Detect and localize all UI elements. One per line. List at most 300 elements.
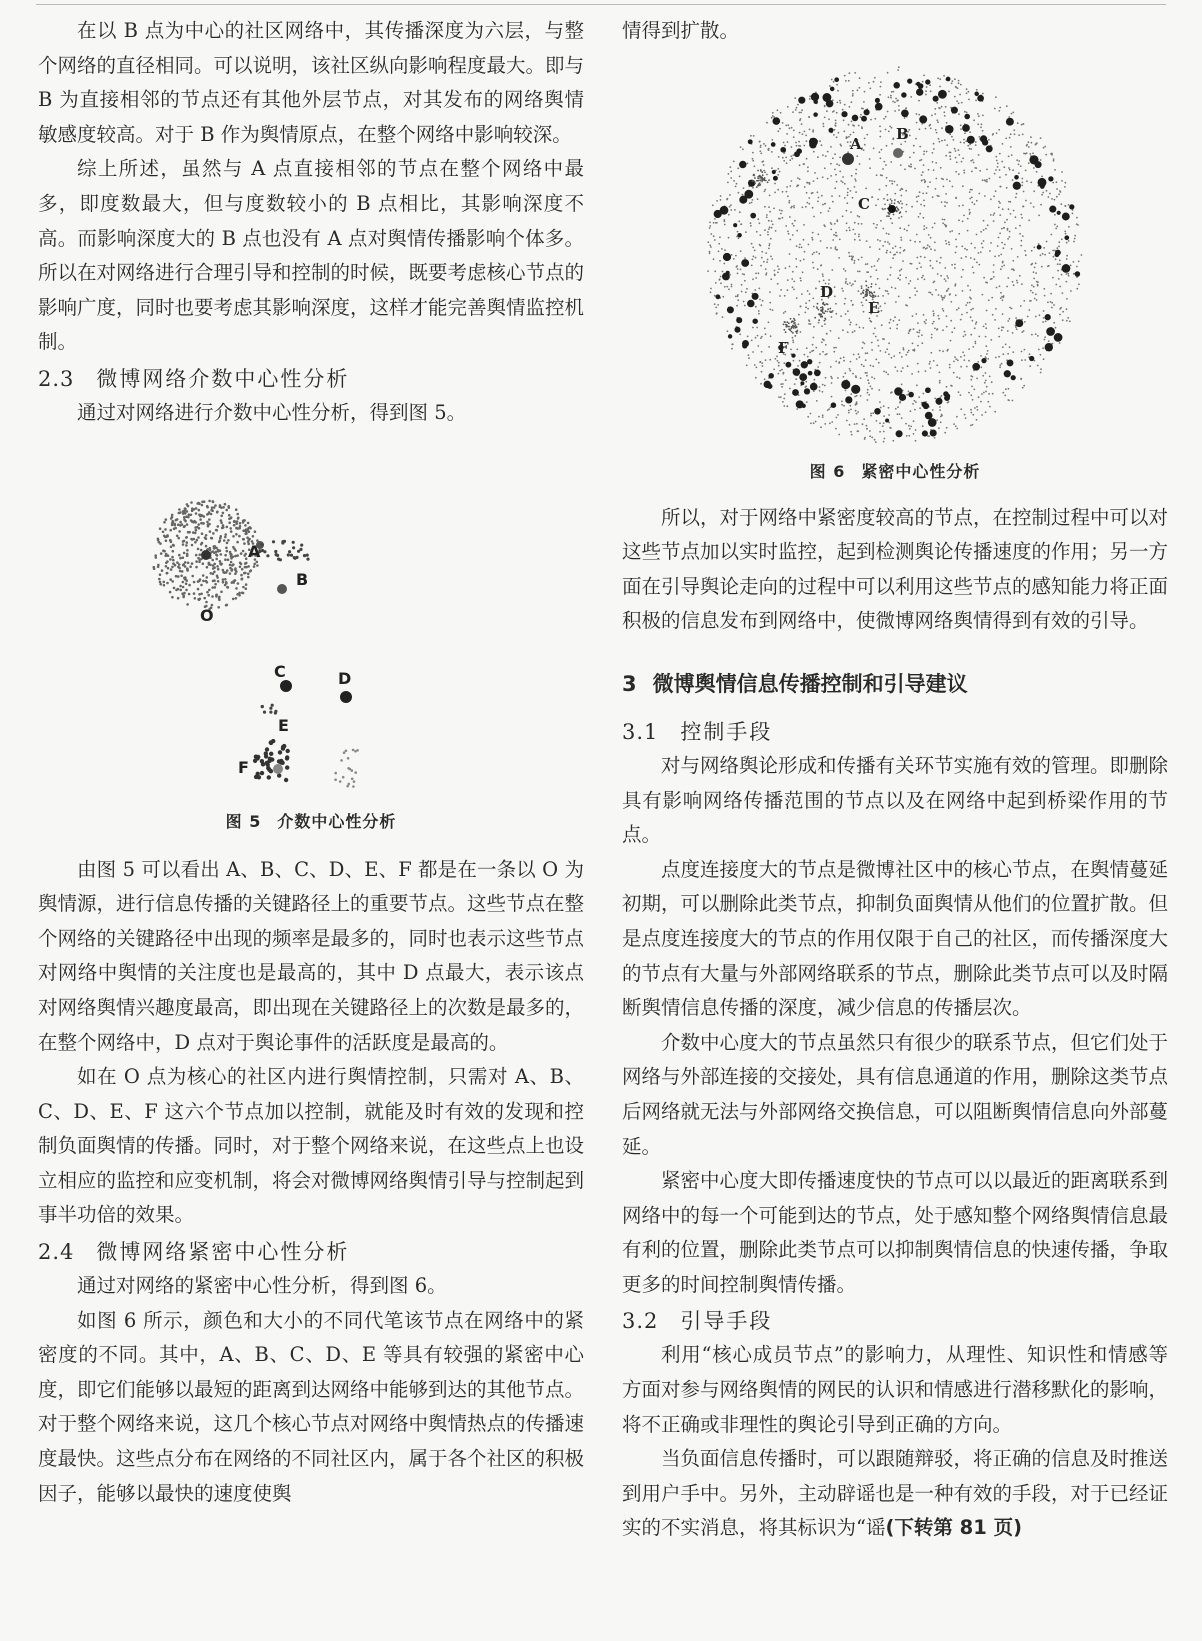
network-node <box>707 270 709 272</box>
network-node <box>910 425 912 427</box>
network-node <box>852 303 854 305</box>
network-node <box>1001 227 1003 229</box>
network-node <box>1058 245 1060 247</box>
network-node <box>922 80 924 82</box>
network-node <box>879 240 881 242</box>
network-node <box>762 365 764 367</box>
network-node <box>234 572 237 575</box>
network-node <box>1021 359 1023 361</box>
network-node <box>213 570 216 573</box>
network-node <box>945 193 947 195</box>
network-node <box>792 332 794 334</box>
network-node <box>760 170 762 172</box>
network-node <box>933 169 935 171</box>
network-node <box>1036 299 1038 301</box>
network-node <box>836 83 838 85</box>
network-node <box>818 415 820 417</box>
network-node <box>823 224 825 226</box>
network-node <box>781 385 783 387</box>
network-node <box>915 429 917 431</box>
network-node <box>218 595 221 598</box>
network-node <box>833 80 835 82</box>
network-node <box>202 574 205 577</box>
network-node <box>901 109 909 117</box>
network-node <box>899 401 901 403</box>
network-node <box>991 381 993 383</box>
network-node <box>962 185 964 187</box>
network-node <box>752 318 757 323</box>
network-node <box>954 147 956 149</box>
network-node <box>182 543 185 546</box>
network-node <box>1051 198 1053 200</box>
network-node <box>859 270 861 272</box>
network-node <box>820 264 822 266</box>
network-node <box>774 269 776 271</box>
network-node <box>966 311 968 313</box>
network-node <box>962 157 964 159</box>
network-node <box>222 580 225 583</box>
network-node <box>939 379 941 381</box>
network-node <box>794 97 796 99</box>
network-node <box>172 549 175 552</box>
network-node <box>860 293 862 295</box>
network-node <box>722 270 724 272</box>
network-node <box>946 426 948 428</box>
network-node <box>978 115 980 117</box>
network-node <box>167 566 170 569</box>
network-node <box>792 270 794 272</box>
network-node <box>787 289 789 291</box>
network-node <box>771 258 773 260</box>
network-node <box>728 236 730 238</box>
network-node <box>792 324 794 326</box>
network-node <box>908 224 910 226</box>
network-node <box>860 377 862 379</box>
network-node <box>195 560 198 563</box>
network-node <box>726 285 728 287</box>
network-node <box>836 136 838 138</box>
network-node <box>1001 329 1003 331</box>
network-node <box>1019 274 1021 276</box>
network-node <box>856 155 858 157</box>
network-node <box>235 597 238 600</box>
network-node <box>1041 175 1043 177</box>
network-node <box>918 396 920 398</box>
network-node <box>243 542 246 545</box>
network-node <box>1062 319 1064 321</box>
network-node <box>277 773 281 777</box>
network-node <box>916 196 918 198</box>
network-node <box>714 239 716 241</box>
network-node <box>847 191 849 193</box>
network-node <box>914 167 916 169</box>
node-o <box>201 550 211 560</box>
network-node <box>1045 320 1047 322</box>
network-node <box>919 115 927 123</box>
figure-6-caption <box>622 459 1168 482</box>
network-node <box>905 422 907 424</box>
figure-6-graphic <box>622 51 1168 451</box>
network-node <box>222 568 225 571</box>
network-node <box>922 430 928 436</box>
network-node <box>999 366 1001 368</box>
network-node <box>853 131 855 133</box>
network-node <box>760 144 762 146</box>
network-node <box>879 287 881 289</box>
network-node <box>941 395 943 397</box>
network-node <box>182 594 185 597</box>
network-node <box>845 270 847 272</box>
network-node <box>844 372 846 374</box>
network-node <box>792 341 794 343</box>
network-node <box>890 217 892 219</box>
network-node <box>1072 212 1074 214</box>
network-node <box>731 285 733 287</box>
network-node <box>720 206 729 215</box>
network-node <box>849 105 851 107</box>
network-node <box>925 79 930 84</box>
network-node <box>796 332 798 334</box>
network-node <box>927 244 929 246</box>
network-node <box>870 275 872 277</box>
network-node <box>1011 248 1013 250</box>
network-node <box>1068 240 1070 242</box>
network-node <box>868 286 870 288</box>
network-node <box>905 189 907 191</box>
network-node <box>981 123 983 125</box>
network-node <box>990 198 992 200</box>
network-node <box>916 290 918 292</box>
network-node <box>995 190 997 192</box>
network-node <box>790 348 792 350</box>
network-node <box>800 277 802 279</box>
network-node <box>954 267 956 269</box>
network-node <box>793 288 795 290</box>
network-node <box>961 245 963 247</box>
network-node <box>825 155 827 157</box>
network-node <box>751 264 753 266</box>
network-node <box>960 318 962 320</box>
network-node <box>893 137 895 139</box>
network-node <box>962 220 964 222</box>
network-node <box>234 549 237 552</box>
network-node <box>887 110 889 112</box>
network-node <box>1065 232 1067 234</box>
network-node <box>1032 291 1034 293</box>
network-node <box>828 118 830 120</box>
network-node <box>817 233 819 235</box>
network-node <box>766 173 768 175</box>
network-node <box>790 155 792 157</box>
network-node <box>886 176 888 178</box>
network-node <box>752 292 759 299</box>
network-node <box>1062 264 1071 273</box>
network-node <box>231 581 234 584</box>
network-node <box>923 246 925 248</box>
network-node <box>974 340 976 342</box>
network-node <box>793 206 795 208</box>
network-node <box>835 346 837 348</box>
network-node <box>972 423 974 425</box>
network-node <box>888 215 890 217</box>
network-node <box>235 526 238 529</box>
network-node <box>803 238 805 240</box>
network-node <box>929 123 931 125</box>
network-node <box>976 405 978 407</box>
network-node <box>924 181 926 183</box>
network-node <box>913 433 915 435</box>
network-node <box>891 356 893 358</box>
network-node <box>818 319 820 321</box>
network-node <box>944 115 946 117</box>
network-node <box>1044 294 1046 296</box>
network-node <box>937 194 939 196</box>
network-node <box>201 532 204 535</box>
network-node <box>807 290 809 292</box>
network-node <box>778 396 780 398</box>
network-node <box>211 595 214 598</box>
network-node <box>945 280 947 282</box>
network-node <box>757 184 759 186</box>
network-node <box>832 157 834 159</box>
network-node <box>869 246 871 248</box>
network-node <box>771 151 773 153</box>
network-node <box>769 358 771 360</box>
network-node <box>224 533 227 536</box>
network-node <box>898 319 900 321</box>
network-node <box>177 565 180 568</box>
network-node <box>715 306 717 308</box>
network-node <box>813 325 815 327</box>
network-node <box>844 302 846 304</box>
network-node <box>956 427 958 429</box>
network-node <box>1038 348 1040 350</box>
network-node <box>1060 203 1062 205</box>
network-node <box>944 267 946 269</box>
network-node <box>782 122 784 124</box>
network-node <box>987 400 989 402</box>
network-node <box>1045 314 1051 320</box>
network-node <box>801 123 803 125</box>
network-node <box>805 205 807 207</box>
network-node <box>891 126 893 128</box>
network-node <box>870 412 872 414</box>
network-node <box>200 521 203 524</box>
network-node <box>739 195 747 203</box>
network-node <box>912 315 914 317</box>
network-node <box>891 180 893 182</box>
network-node <box>895 287 897 289</box>
network-node <box>749 202 751 204</box>
section-heading-2-3 <box>38 362 584 396</box>
network-node <box>796 245 798 247</box>
network-node <box>788 232 790 234</box>
figure-5-caption <box>38 809 584 832</box>
network-node <box>869 158 871 160</box>
network-node <box>886 144 888 146</box>
network-node <box>955 294 957 296</box>
network-node <box>919 212 921 214</box>
network-node <box>757 345 759 347</box>
network-node <box>846 419 848 421</box>
network-node <box>852 93 854 95</box>
network-node <box>285 756 289 760</box>
network-node <box>951 135 953 137</box>
network-node <box>1073 261 1075 263</box>
network-node <box>213 579 216 582</box>
network-node <box>913 151 915 153</box>
network-node <box>809 95 811 97</box>
network-node <box>271 703 274 706</box>
network-node <box>883 430 885 432</box>
network-node <box>833 346 835 348</box>
network-node <box>1016 192 1018 194</box>
network-node <box>793 280 795 282</box>
network-node <box>244 565 247 568</box>
network-node <box>867 399 869 401</box>
network-node <box>1023 123 1025 125</box>
network-node <box>960 365 962 367</box>
network-node <box>824 303 826 305</box>
network-node <box>795 109 797 111</box>
network-node <box>870 385 872 387</box>
network-node <box>849 72 851 74</box>
network-node <box>923 314 925 316</box>
network-node <box>1007 227 1009 229</box>
section-title: 微博网络紧密中心性分析 <box>96 1240 350 1265</box>
network-node <box>209 530 212 533</box>
network-node <box>1028 309 1030 311</box>
network-node <box>941 177 943 179</box>
network-node <box>804 186 806 188</box>
network-node <box>840 357 842 359</box>
network-node <box>949 133 951 135</box>
network-node <box>1002 391 1004 393</box>
network-node <box>1009 346 1011 348</box>
network-node <box>186 510 189 513</box>
network-node <box>792 389 799 396</box>
network-node <box>1040 371 1042 373</box>
network-node <box>950 339 952 341</box>
network-node <box>830 375 832 377</box>
network-node <box>970 424 972 426</box>
network-node <box>847 331 849 333</box>
network-node <box>752 258 754 260</box>
network-node <box>795 378 797 380</box>
network-node <box>782 401 784 403</box>
network-node <box>956 376 958 378</box>
network-node <box>945 225 947 227</box>
network-node <box>788 201 790 203</box>
network-node <box>980 400 982 402</box>
network-node <box>769 301 771 303</box>
network-node <box>931 336 933 338</box>
network-node <box>806 401 808 403</box>
network-node <box>1059 342 1061 344</box>
network-node <box>957 87 959 89</box>
network-node <box>222 578 225 581</box>
network-node <box>902 260 904 262</box>
network-node <box>938 427 940 429</box>
network-node <box>785 225 787 227</box>
network-node <box>748 139 753 144</box>
network-node <box>976 88 978 90</box>
network-node <box>1052 342 1054 344</box>
network-node <box>182 556 185 559</box>
network-node <box>1034 297 1036 299</box>
network-node <box>976 233 978 235</box>
network-node <box>857 270 859 272</box>
network-node <box>1060 191 1062 193</box>
network-node <box>195 553 198 556</box>
network-node <box>908 391 914 397</box>
network-node <box>894 202 896 204</box>
network-node <box>923 74 925 76</box>
network-node <box>804 130 806 132</box>
network-node <box>806 157 808 159</box>
network-node <box>1015 196 1017 198</box>
network-node <box>267 775 271 779</box>
network-node <box>876 224 878 226</box>
network-node <box>875 295 877 297</box>
network-node <box>159 580 162 583</box>
network-node <box>884 437 886 439</box>
network-node <box>1038 178 1047 187</box>
network-node <box>1057 263 1059 265</box>
network-node <box>998 335 1000 337</box>
section-title: 引导手段 <box>680 1309 773 1334</box>
network-node <box>989 405 991 407</box>
network-node <box>838 131 840 133</box>
network-node <box>901 215 903 217</box>
network-node <box>941 414 943 416</box>
network-node <box>182 512 185 515</box>
network-node <box>730 177 732 179</box>
network-node <box>222 511 225 514</box>
network-node <box>1010 213 1012 215</box>
network-node <box>960 128 962 130</box>
network-node <box>858 215 860 217</box>
network-node <box>975 144 977 146</box>
network-node <box>1000 268 1002 270</box>
network-node <box>200 543 203 546</box>
network-node <box>757 177 759 179</box>
network-node <box>212 532 215 535</box>
network-node <box>1007 238 1009 240</box>
figure-5-label-f: F <box>238 757 249 777</box>
network-node <box>1010 201 1012 203</box>
network-node <box>812 231 814 233</box>
network-node <box>925 370 927 372</box>
network-node <box>1064 235 1069 240</box>
network-node <box>893 90 895 92</box>
network-node <box>796 144 798 146</box>
network-node <box>269 740 273 744</box>
network-node <box>1031 141 1033 143</box>
network-node <box>203 596 206 599</box>
network-node <box>859 86 861 88</box>
network-node <box>918 113 920 115</box>
network-node <box>877 295 879 297</box>
network-node <box>891 202 893 204</box>
network-node <box>869 317 871 319</box>
network-node <box>784 144 786 146</box>
network-node <box>798 140 800 142</box>
network-node <box>836 220 838 222</box>
network-node <box>822 350 824 352</box>
network-node <box>888 233 890 235</box>
network-node <box>1030 289 1032 291</box>
